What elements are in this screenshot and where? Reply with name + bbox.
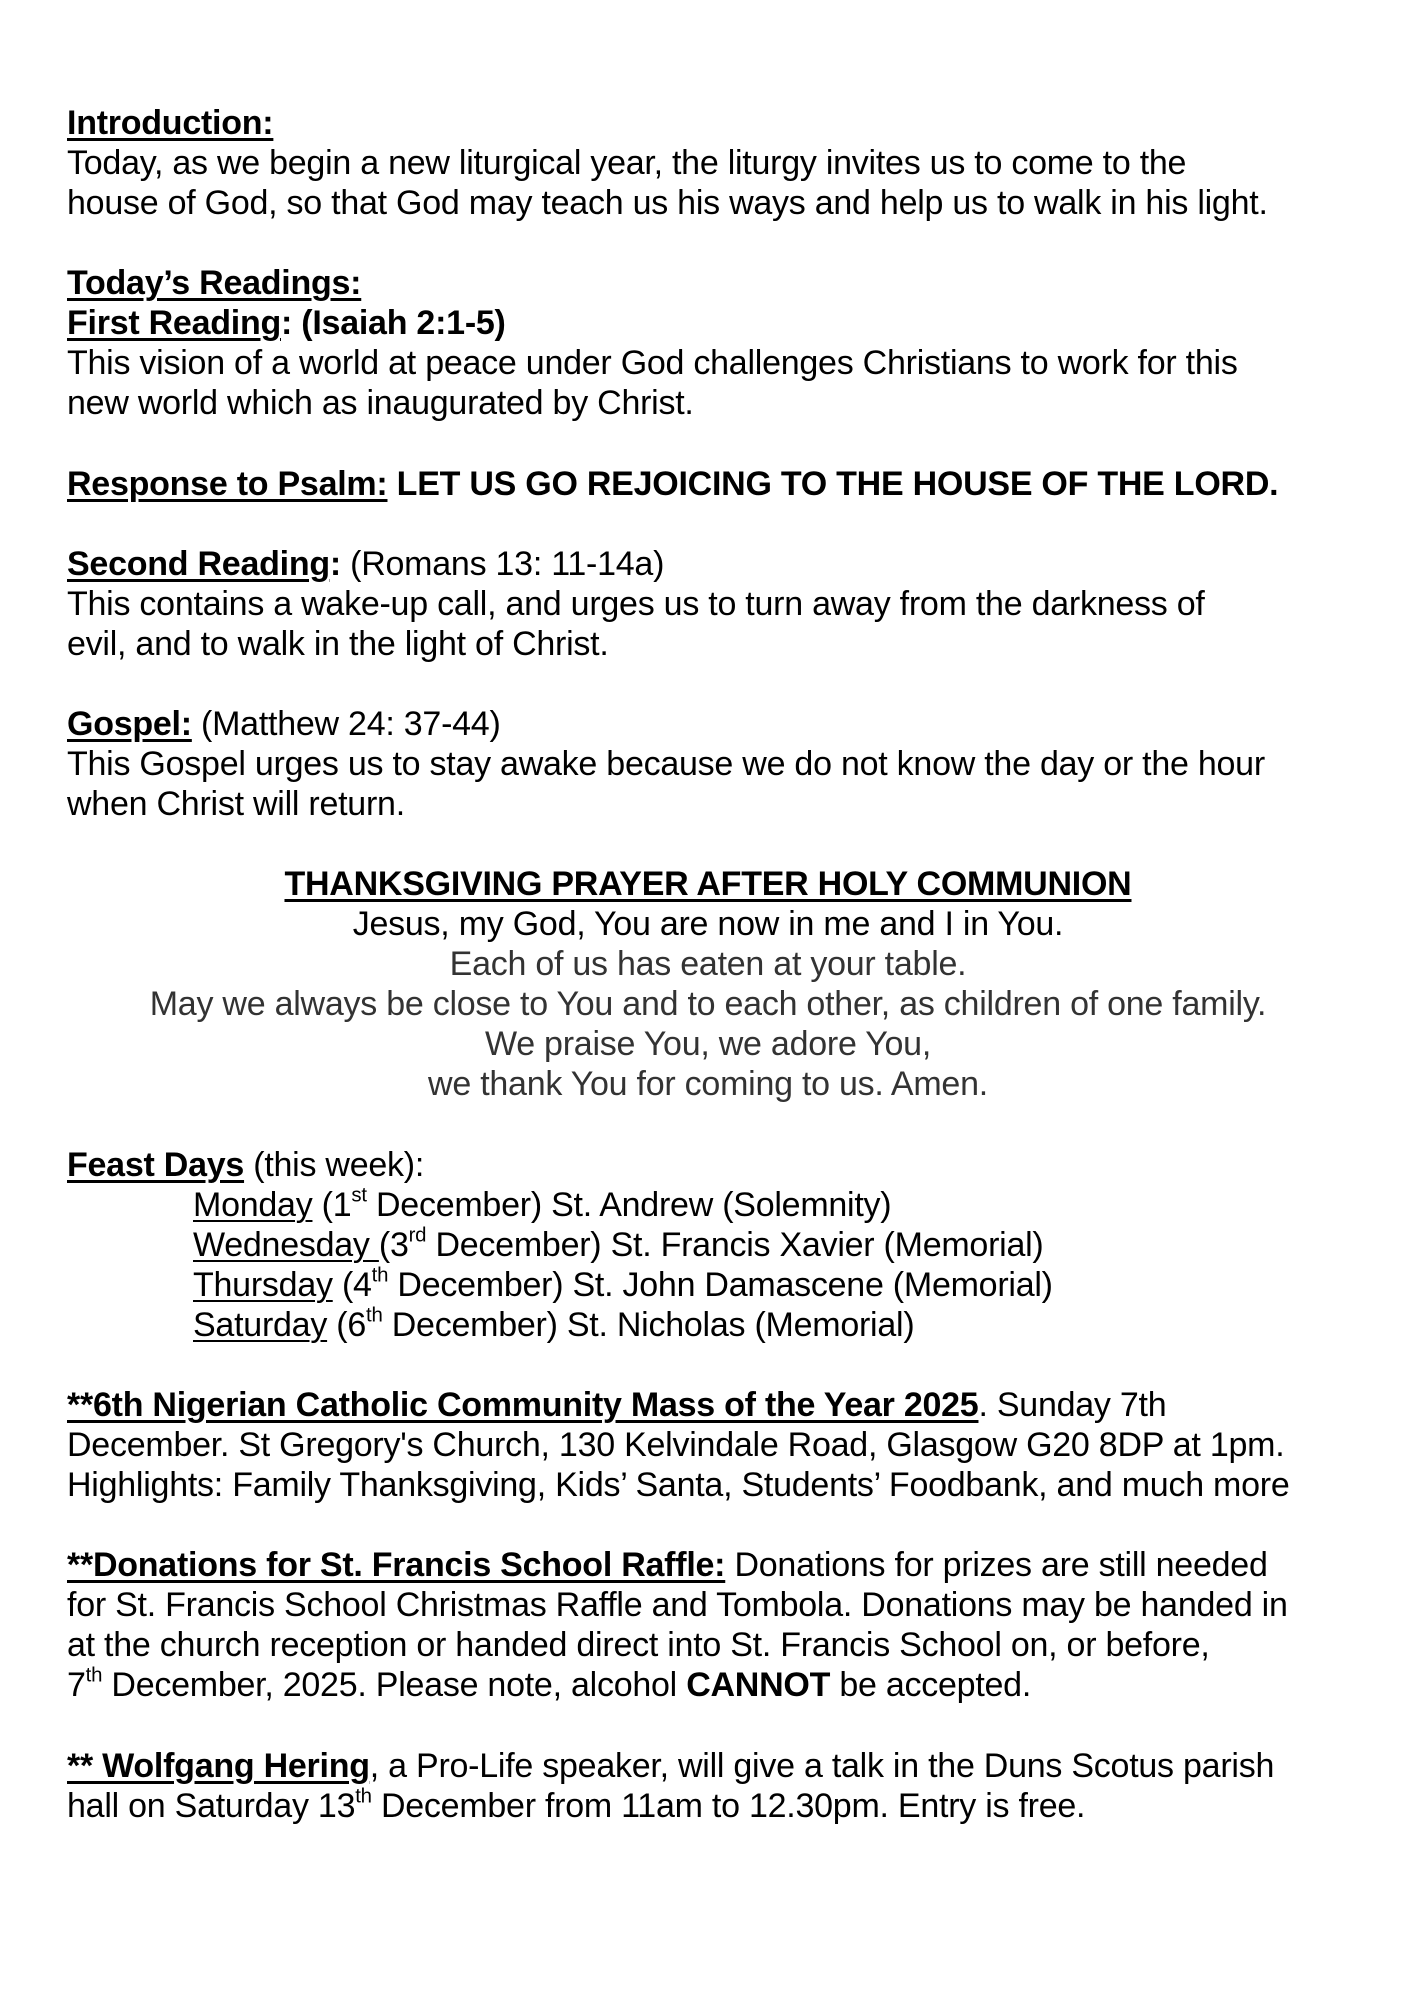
feast-day-ordinal: th bbox=[366, 1304, 383, 1327]
introduction-text-line bbox=[67, 143, 1410, 183]
feast-day-weekday: Thursday bbox=[193, 1265, 333, 1304]
section-spacer bbox=[0, 1104, 1410, 1144]
prayer-text: May we always be close to You and to each other, as children of one family. bbox=[149, 985, 1267, 1024]
introduction-heading: Introduction: bbox=[67, 104, 274, 142]
prayer-line bbox=[0, 1064, 1410, 1104]
prayer-line bbox=[0, 904, 1410, 944]
nigerian-mass-text-line bbox=[67, 1465, 1410, 1505]
section-spacer bbox=[0, 423, 1410, 463]
feast-day-description: December) St. Francis Xavier (Memorial) bbox=[426, 1225, 1044, 1264]
introduction-text-line bbox=[67, 183, 1410, 223]
feast-day-item bbox=[193, 1305, 1410, 1345]
feast-day-item bbox=[193, 1185, 1410, 1225]
nigerian-mass-text: . Sunday 7th bbox=[978, 1386, 1167, 1425]
nigerian-mass-text-line bbox=[67, 1425, 1410, 1465]
feast-days-subheading: (this week): bbox=[244, 1145, 425, 1184]
prayer-heading-line bbox=[0, 864, 1410, 904]
prayer-line bbox=[0, 944, 1410, 984]
gospel-text-line bbox=[67, 784, 1410, 824]
prayer-text: Jesus, my God, You are now in me and I in You. bbox=[352, 905, 1064, 944]
feast-day-date: (6 bbox=[336, 1305, 367, 1344]
raffle-title: **Donations for St. Francis School Raffle: bbox=[67, 1546, 726, 1585]
talk-text: December from 11am to 12.30pm. Entry is free. bbox=[371, 1786, 1086, 1825]
raffle-text-line bbox=[67, 1625, 1410, 1665]
gospel-heading bbox=[67, 704, 1410, 744]
feast-day-description: December) St. John Damascene (Memorial) bbox=[388, 1265, 1053, 1304]
second-reading-label: Second Reading bbox=[67, 544, 330, 583]
feast-day-separator bbox=[333, 1266, 342, 1304]
talk-text: , a Pro-Life speaker, will give a talk in the Duns Scotus parish bbox=[369, 1746, 1275, 1785]
second-reading-text: This contains a wake-up call, and urges us to turn away from the darkness of bbox=[67, 584, 1205, 623]
feast-day-weekday: Monday bbox=[193, 1185, 313, 1224]
psalm-response: LET US GO REJOICING TO THE HOUSE OF THE LORD. bbox=[387, 464, 1279, 503]
gospel-text: This Gospel urges us to stay awake because we do not know the day or the hour bbox=[67, 745, 1265, 784]
psalm-response-line bbox=[67, 464, 1410, 504]
raffle-text: December, 2025. Please note, alcohol bbox=[102, 1666, 687, 1705]
first-reading-text: This vision of a world at peace under God challenges Christians to work for this bbox=[67, 344, 1238, 383]
first-reading-label: First Reading bbox=[67, 304, 281, 343]
gospel-label: Gospel: bbox=[67, 705, 192, 744]
prayer-line bbox=[0, 1024, 1410, 1064]
nigerian-mass-text: Highlights: Family Thanksgiving, Kids’ Santa, Students’ Foodbank, and much more bbox=[67, 1466, 1290, 1505]
gospel-text-line bbox=[67, 744, 1410, 784]
first-reading-reference: (Isaiah 2:1-5) bbox=[292, 304, 506, 343]
raffle-text: for St. Francis School Christmas Raffle and Tombola. Donations may be handed in bbox=[67, 1586, 1288, 1625]
nigerian-mass-text: December. St Gregory's Church, 130 Kelvindale Road, Glasgow G20 8DP at 1pm. bbox=[67, 1426, 1285, 1465]
first-reading-colon: : bbox=[281, 304, 293, 343]
raffle-date-ordinal: th bbox=[85, 1665, 103, 1688]
section-spacer bbox=[0, 1345, 1410, 1385]
feast-day-description: December) St. Nicholas (Memorial) bbox=[382, 1305, 915, 1344]
gospel-text: when Christ will return. bbox=[67, 785, 405, 824]
readings-heading-line bbox=[67, 263, 1410, 303]
section-spacer bbox=[0, 1705, 1410, 1745]
raffle-text: at the church reception or handed direct into St. Francis School on, or before, bbox=[67, 1626, 1210, 1665]
first-reading-text-line bbox=[67, 383, 1410, 423]
prayer-heading: THANKSGIVING PRAYER AFTER HOLY COMMUNION bbox=[284, 865, 1132, 904]
section-spacer bbox=[0, 504, 1410, 544]
first-reading-text-line bbox=[67, 343, 1410, 383]
raffle-text: Donations for prizes are still needed bbox=[725, 1546, 1268, 1585]
readings-heading: Today’s Readings: bbox=[67, 264, 362, 303]
feast-day-weekday: Wednesday bbox=[193, 1225, 379, 1264]
feast-day-date: (1 bbox=[321, 1185, 352, 1224]
prayer-text: Each of us has eaten at your table. bbox=[449, 945, 967, 984]
raffle-text-line bbox=[67, 1585, 1410, 1625]
feast-day-ordinal: rd bbox=[408, 1224, 427, 1247]
feast-day-separator bbox=[327, 1306, 336, 1344]
first-reading-heading bbox=[67, 303, 1410, 343]
raffle-date-num: 7 bbox=[67, 1666, 86, 1705]
feast-day-weekday: Saturday bbox=[193, 1305, 328, 1344]
second-reading-heading bbox=[67, 544, 1410, 584]
nigerian-mass-notice bbox=[67, 1385, 1410, 1425]
feast-days-heading-line bbox=[67, 1145, 1410, 1185]
second-reading-text-line bbox=[67, 624, 1410, 664]
raffle-emphasis: CANNOT bbox=[686, 1666, 831, 1705]
introduction-section bbox=[67, 103, 1410, 143]
talk-text-line bbox=[67, 1786, 1410, 1826]
feast-day-ordinal: th bbox=[371, 1264, 389, 1287]
feast-day-date: (3 bbox=[378, 1225, 409, 1264]
feast-day-item bbox=[193, 1225, 1410, 1265]
feast-day-item bbox=[193, 1265, 1410, 1305]
talk-text: hall on Saturday 13 bbox=[67, 1786, 356, 1825]
section-spacer bbox=[0, 664, 1410, 704]
raffle-text-line bbox=[67, 1665, 1410, 1705]
feast-day-ordinal: st bbox=[351, 1184, 367, 1207]
raffle-text: be accepted. bbox=[830, 1666, 1032, 1705]
prayer-line bbox=[0, 984, 1410, 1024]
introduction-text: Today, as we begin a new liturgical year, the liturgy invites us to come to the bbox=[67, 144, 1187, 182]
second-reading-reference: (Romans 13: 11-14a) bbox=[340, 544, 665, 583]
section-spacer bbox=[0, 824, 1410, 864]
talk-speaker: ** Wolfgang Hering bbox=[67, 1746, 370, 1785]
prayer-text: We praise You, we adore You, bbox=[484, 1025, 932, 1064]
section-spacer bbox=[0, 1505, 1410, 1545]
second-reading-colon: : bbox=[329, 544, 341, 583]
first-reading-text: new world which as inaugurated by Christ. bbox=[67, 384, 694, 423]
gospel-reference: (Matthew 24: 37-44) bbox=[191, 705, 501, 744]
second-reading-text-line bbox=[67, 584, 1410, 624]
psalm-label: Response to Psalm: bbox=[67, 464, 388, 503]
feast-day-description: December) St. Andrew (Solemnity) bbox=[366, 1185, 892, 1224]
introduction-text: house of God, so that God may teach us his ways and help us to walk in his light. bbox=[67, 184, 1268, 222]
section-spacer bbox=[0, 223, 1410, 263]
talk-date-ordinal: th bbox=[355, 1785, 372, 1808]
feast-day-date: (4 bbox=[341, 1265, 372, 1304]
prayer-text: we thank You for coming to us. Amen. bbox=[428, 1065, 988, 1104]
talk-notice bbox=[67, 1746, 1410, 1786]
raffle-notice bbox=[67, 1545, 1410, 1585]
nigerian-mass-title: **6th Nigerian Catholic Community Mass of the Year 2025 bbox=[67, 1386, 979, 1425]
feast-days-heading: Feast Days bbox=[67, 1145, 245, 1184]
feast-day-separator bbox=[312, 1186, 321, 1224]
second-reading-text: evil, and to walk in the light of Christ. bbox=[67, 624, 609, 663]
